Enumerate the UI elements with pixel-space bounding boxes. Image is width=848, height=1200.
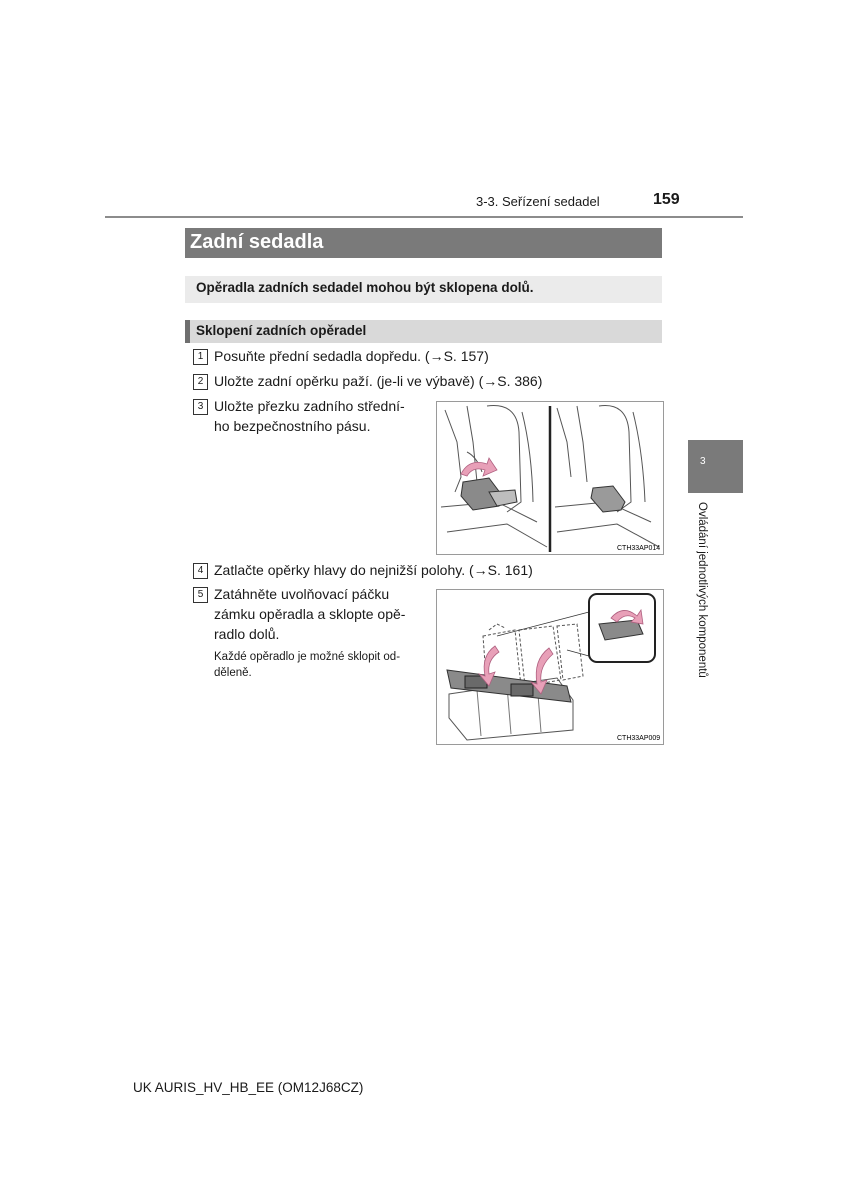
step-text-3-line-1: Uložte přezku zadního střední-: [214, 398, 405, 414]
note-line-2: děleně.: [214, 667, 252, 679]
step-text-2: Uložte zadní opěrku paží. (je-li ve výbavě) (→S. 386): [214, 373, 543, 389]
step-text-5-line-1: Zatáhněte uvolňovací páčku: [214, 586, 390, 602]
intro-box: [185, 276, 662, 303]
step-number-3: 3: [193, 399, 208, 415]
step-text-5-line-3: radlo dolů.: [214, 626, 280, 642]
figure-code-1: CTH33AP014: [617, 545, 661, 552]
note-line-1: Každé opěradlo je možné sklopit od-: [214, 651, 401, 663]
arrow-icon: [461, 458, 497, 476]
figure-seatbelt-buckle: [436, 401, 664, 555]
chapter-tab-label-wrap: [694, 502, 712, 712]
intro-text: Opěradla zadních sedadel mohou být sklopena dolů.: [196, 280, 534, 295]
step-number-5: 5: [193, 587, 208, 603]
chapter-tab: [688, 440, 743, 493]
chapter-tab-number: 3: [700, 456, 706, 467]
header-rule: [105, 216, 743, 218]
step-text-3-line-2: ho bezpečnostního pásu.: [214, 418, 371, 434]
step-number-2: 2: [193, 374, 208, 390]
page-title: Zadní sedadla: [190, 231, 324, 253]
footer-code: UK AURIS_HV_HB_EE (OM12J68CZ): [133, 1080, 364, 1095]
figure-code-2: CTH33AP009: [617, 735, 661, 742]
step-text-4: Zatlačte opěrky hlavy do nejnižší polohy. (→S. 161): [214, 562, 533, 578]
step-number-4: 4: [193, 563, 208, 579]
seatback-illustration: [437, 590, 663, 744]
step-number-1: 1: [193, 349, 208, 365]
seatbelt-illustration: [437, 402, 663, 554]
subheading-bar: [185, 320, 662, 343]
section-heading: 3-3. Seřízení sedadel: [476, 194, 600, 209]
step-text-1: Posuňte přední sedadla dopředu. (→S. 157): [214, 348, 489, 364]
chapter-tab-label: Ovládání jednotlivých komponentů: [696, 502, 708, 678]
page-title-bar: [185, 228, 662, 258]
subheading: Sklopení zadních opěradel: [196, 323, 367, 338]
step-text-5-line-2: zámku opěradla a sklopte opě-: [214, 606, 406, 622]
subheading-accent: [185, 320, 190, 343]
figure-fold-seatback: [436, 589, 664, 745]
page-number: 159: [653, 191, 680, 208]
